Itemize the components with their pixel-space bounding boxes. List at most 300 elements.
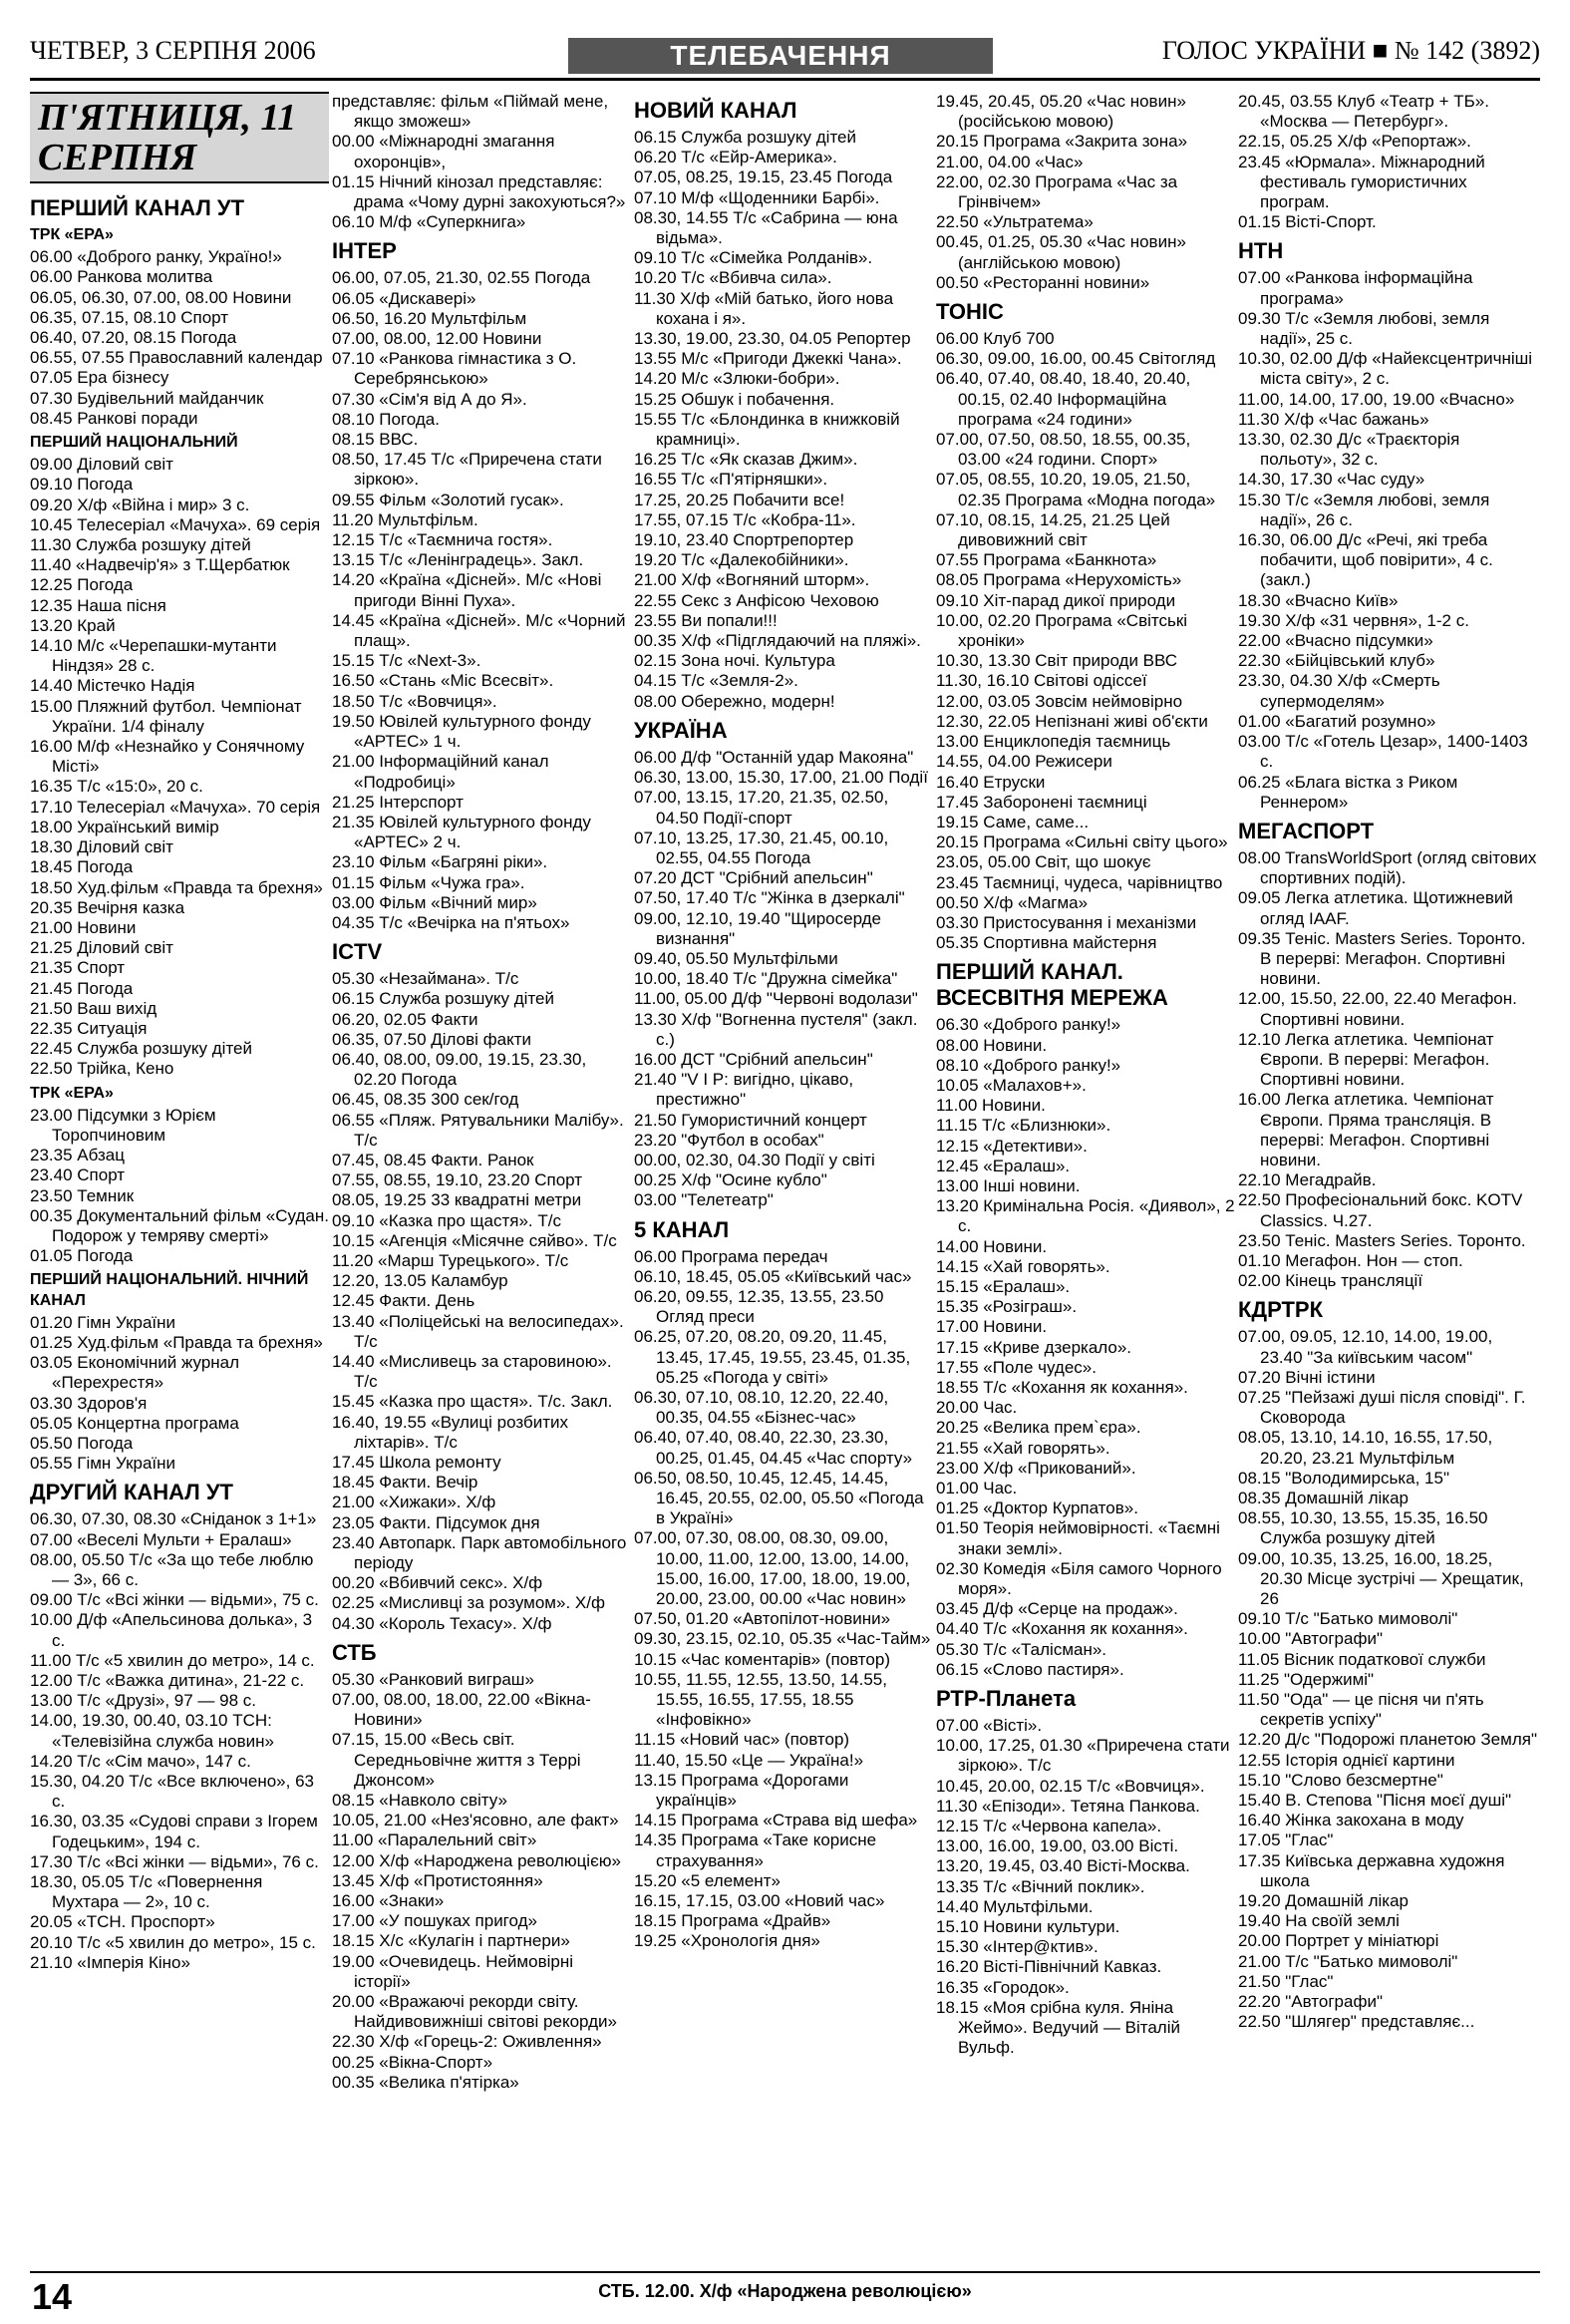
program-entry: 00.35 Х/ф «Підглядаючий на пляжі».: [634, 631, 921, 651]
program-entry: 06.15 Служба розшуку дітей: [332, 989, 554, 1009]
program-entry: 06.40, 07.40, 08.40, 18.40, 20.40, 00.15, 02.40 Інформаційна програма «24 години»: [936, 369, 1191, 429]
program-entry: 12.20 Д/с "Подорожі планетою Земля": [1238, 1730, 1537, 1750]
channel-heading: НТН: [1238, 238, 1284, 264]
program-entry: 15.10 Новини культури.: [936, 1917, 1120, 1937]
section-title: ТЕЛЕБАЧЕННЯ: [568, 38, 993, 74]
page-number: 14: [32, 2276, 73, 2317]
program-entry: 06.00 «Доброго ранку, Україно!»: [30, 247, 282, 267]
program-entry: 08.45 Ранкові поради: [30, 408, 198, 428]
program-entry: 10.00 Д/ф «Апельсинова долька», 3 с.: [30, 1610, 313, 1650]
program-entry: 07.20 Вічні істини: [1238, 1367, 1376, 1387]
program-entry: 06.55 «Пляж. Рятувальники Малібу». Т/с: [332, 1110, 624, 1150]
program-entry: 07.00, 09.05, 12.10, 14.00, 19.00, 23.40 "За київським часом": [1238, 1327, 1493, 1367]
program-entry: представляє: фільм «Піймай мене, якщо зможеш»: [332, 92, 609, 132]
program-entry: 22.55 Секс з Анфісою Чеховою: [634, 590, 879, 610]
program-entry: 13.00 Енциклопедія таємниць: [936, 732, 1171, 752]
program-entry: 11.15 Т/с «Близнюки».: [936, 1116, 1111, 1136]
channel-heading: НОВИЙ КАНАЛ: [634, 98, 797, 123]
channel-heading: УКРАЇНА: [634, 717, 728, 743]
column-4: [936, 92, 1235, 2245]
program-entry: 22.50 "Шлягер" представляє...: [1238, 2012, 1475, 2032]
program-entry: 06.10, 18.45, 05.05 «Київський час»: [634, 1266, 912, 1286]
program-entry: 06.35, 07.15, 08.10 Спорт: [30, 307, 229, 327]
channel-subheading: ПЕРШИЙ НАЦІОНАЛЬНИЙ. НІЧНИЙ КАНАЛ: [30, 1271, 309, 1309]
program-entry: 19.20 Т/с «Далекобійники».: [634, 550, 849, 570]
footer-note: СТБ. 12.00. Х/ф «Народжена революцією»: [598, 2281, 972, 2301]
program-entry: 06.00 Клуб 700: [936, 329, 1055, 349]
program-entry: 08.00 Новини.: [936, 1035, 1048, 1055]
program-entry: 06.30, 09.00, 16.00, 00.45 Світогляд: [936, 349, 1216, 369]
program-entry: 22.10 Мегадрайв.: [1238, 1170, 1377, 1190]
program-entry: 16.35 «Городок».: [936, 1977, 1070, 1997]
program-entry: 01.10 Мегафон. Нон — стоп.: [1238, 1250, 1463, 1270]
program-entry: 21.50 "Глас": [1238, 1971, 1334, 1991]
program-entry: 21.35 Спорт: [30, 958, 126, 978]
program-entry: 17.30 Т/с «Всі жінки — відьми», 76 с.: [30, 1851, 319, 1871]
program-entry: 17.25, 20.25 Побачити все!: [634, 490, 845, 509]
program-entry: 10.30, 02.00 Д/ф «Найексцентричніші міста світу», 2 с.: [1238, 349, 1533, 389]
program-entry: 06.30 «Доброго ранку!»: [936, 1015, 1121, 1035]
program-entry: 13.35 Т/с «Вічний поклик».: [936, 1876, 1145, 1896]
program-entry: 18.15 Програма «Драйв»: [634, 1911, 831, 1931]
program-entry: 22.30 Х/ф «Горець-2: Оживлення»: [332, 2032, 602, 2052]
program-entry: 08.10 «Доброго ранку!»: [936, 1055, 1121, 1075]
program-entry: 03.45 Д/ф «Серце на продаж».: [936, 1599, 1178, 1619]
program-entry: 20.15 Програма «Закрита зона»: [936, 132, 1188, 152]
program-entry: 07.10 М/ф «Щоденники Барбі».: [634, 187, 880, 207]
program-entry: 11.25 "Одержимі": [1238, 1669, 1375, 1689]
program-entry: 12.25 Погода: [30, 575, 134, 595]
program-entry: 18.50 Т/с «Вовчиця».: [332, 691, 497, 711]
program-entry: 00.50 Х/ф «Магма»: [936, 892, 1089, 912]
program-entry: 23.05, 05.00 Світ, що шокує: [936, 852, 1151, 872]
issue-date: ЧЕТВЕР, 3 СЕРПНЯ 2006: [30, 36, 316, 65]
program-entry: 16.35 Т/с «15:0», 20 с.: [30, 777, 203, 797]
program-entry: 15.35 «Розіграш».: [936, 1297, 1078, 1317]
program-entry: 21.45 Погода: [30, 978, 134, 998]
program-entry: 16.40, 19.55 «Вулиці розбитих ліхтарів». Т/с: [332, 1412, 568, 1452]
program-entry: 19.15 Саме, саме...: [936, 812, 1090, 831]
program-entry: 01.00 Час.: [936, 1479, 1018, 1497]
program-entry: 13.00, 16.00, 19.00, 03.00 Вісті.: [936, 1836, 1179, 1856]
program-entry: 01.25 Худ.фільм «Правда та брехня»: [30, 1332, 323, 1352]
program-entry: 10.45 Телесеріал «Мачуха». 69 серія: [30, 514, 321, 534]
program-entry: 11.00 Т/с «5 хвилин до метро», 14 с.: [30, 1650, 315, 1670]
program-entry: 16.00 «Знаки»: [332, 1891, 445, 1911]
program-entry: 11.30, 16.10 Світові одіссеї: [936, 671, 1147, 691]
program-entry: 09.35 Теніс. Masters Series. Торонто. В перерві: Мегафон. Спортивні новини.: [1238, 928, 1526, 989]
program-entry: 12.35 Наша пісня: [30, 595, 166, 615]
program-entry: 02.00 Кінець трансляції: [1238, 1271, 1423, 1291]
program-entry: 06.00, 07.05, 21.30, 02.55 Погода: [332, 268, 591, 288]
program-entry: 18.50 Худ.фільм «Правда та брехня»: [30, 877, 323, 897]
program-entry: 07.50, 17.40 Т/с "Жінка в дзеркалі": [634, 888, 905, 908]
program-entry: 08.00 TransWorldSport (огляд світових спортивних подій).: [1238, 847, 1537, 888]
program-entry: 07.00 «Веселі Мульти + Ералаш»: [30, 1529, 292, 1549]
program-entry: 23.35 Абзац: [30, 1146, 125, 1165]
program-entry: 18.45 Факти. Вечір: [332, 1473, 478, 1493]
program-entry: 21.50 Ваш вихід: [30, 998, 157, 1018]
program-entry: 07.25 "Пейзажі душі після сповіді". Г. Сковорода: [1238, 1387, 1526, 1428]
program-entry: 15.20 «5 елемент»: [634, 1870, 781, 1890]
program-entry: 11.20 Мультфільм.: [332, 509, 478, 529]
program-entry: 09.00, 12.10, 19.40 "Щиросерде визнання": [634, 908, 882, 948]
program-entry: 06.15 Служба розшуку дітей: [634, 128, 856, 147]
program-entry: 11.20 «Марш Турецького». Т/с: [332, 1250, 569, 1270]
program-entry: 16.55 Т/с «П'ятірняшки».: [634, 470, 828, 490]
program-entry: 03.30 Здоров'я: [30, 1393, 148, 1413]
program-entry: 01.50 Теорія неймовірності. «Таємні знаки землі».: [936, 1518, 1220, 1558]
program-entry: 18.30, 05.05 Т/с «Повернення Мухтара — 2», 10 с.: [30, 1872, 263, 1912]
program-entry: 21.00 Новини: [30, 917, 137, 937]
program-entry: 15.15 «Ералаш».: [936, 1276, 1071, 1296]
program-entry: 07.00, 07.50, 08.50, 18.55, 00.35, 03.00 «24 години. Спорт»: [936, 430, 1191, 470]
program-entry: 14.35 Програма «Таке корисне страхування»: [634, 1830, 877, 1870]
program-entry: 06.40, 08.00, 09.00, 19.15, 23.30, 02.20 Погода: [332, 1049, 587, 1090]
program-entry: 13.55 М/с «Пригоди Джеккі Чана».: [634, 349, 902, 369]
program-entry: 08.35 Домашній лікар: [1238, 1489, 1410, 1507]
program-entry: 06.40, 07.40, 08.40, 22.30, 23.30, 00.25, 01.45, 04.45 «Час спорту»: [634, 1428, 913, 1468]
program-entry: 10.00 "Автографи": [1238, 1629, 1383, 1649]
program-entry: 21.00 Т/с "Батько мимоволі": [1238, 1951, 1458, 1971]
program-entry: 09.00 Т/с «Всі жінки — відьми», 75 с.: [30, 1590, 319, 1610]
program-entry: 14.20 «Країна «Дісней». М/с «Нові пригоди Вінні Пуха».: [332, 570, 602, 610]
program-entry: 11.00, 05.00 Д/ф "Червоні водолази": [634, 989, 918, 1009]
program-entry: 17.15 «Криве дзеркало».: [936, 1337, 1132, 1357]
program-entry: 17.55 «Поле чудес».: [936, 1357, 1097, 1377]
program-entry: 20.00 «Вражаючі рекорди світу. Найдивовижніші світові рекорди»: [332, 1992, 617, 2032]
program-entry: 19.10, 23.40 Спортрепортер: [634, 530, 854, 550]
program-entry: 08.15 «Навколо світу»: [332, 1791, 507, 1811]
program-entry: 01.15 Фільм «Чужа гра».: [332, 872, 525, 892]
footer-rule: [30, 2271, 1540, 2273]
program-entry: 06.45, 08.35 300 сек/год: [332, 1090, 519, 1110]
program-entry: 14.20 Т/с «Сім мачо», 147 с.: [30, 1751, 251, 1771]
program-entry: 17.00 Новини.: [936, 1317, 1048, 1337]
program-entry: 13.20 Край: [30, 615, 116, 635]
program-entry: 06.25, 07.20, 08.20, 09.20, 11.45, 13.45, 17.45, 19.55, 23.45, 01.35, 05.25 «Погода у світі»: [634, 1327, 911, 1387]
program-entry: 06.15 «Слово пастиря».: [936, 1659, 1124, 1679]
column-5: [1238, 92, 1537, 2245]
program-entry: 03.00 "Телетеатр": [634, 1190, 774, 1210]
program-entry: 20.45, 03.55 Клуб «Театр + ТБ». «Москва — Петербург».: [1238, 92, 1489, 132]
program-entry: 14.55, 04.00 Режисери: [936, 752, 1112, 772]
program-entry: 14.45 «Країна «Дісней». М/с «Чорний плащ».: [332, 610, 626, 651]
program-entry: 06.20 Т/с «Ейр-Америка».: [634, 148, 837, 167]
program-entry: 05.50 Погода: [30, 1433, 134, 1453]
program-entry: 17.35 Київська державна художня школа: [1238, 1850, 1505, 1890]
program-entry: 12.00 Т/с «Важка дитина», 21-22 с.: [30, 1671, 305, 1691]
program-entry: 15.45 «Казка про щастя». Т/с. Закл.: [332, 1392, 613, 1412]
program-entry: 03.00 Т/с «Готель Цезар», 1400-1403 с.: [1238, 732, 1528, 772]
program-entry: 09.55 Фільм «Золотий гусак».: [332, 490, 564, 509]
channel-subheading: ПЕРШИЙ НАЦІОНАЛЬНИЙ: [30, 434, 238, 452]
program-entry: 07.05 Ера бізнесу: [30, 368, 169, 388]
program-entry: 17.00 «У пошуках пригод»: [332, 1911, 537, 1931]
program-entry: 16.15, 17.15, 03.00 «Новий час»: [634, 1891, 885, 1911]
program-entry: 07.10, 08.15, 14.25, 21.25 Цей дивовижний світ: [936, 509, 1170, 550]
program-entry: 20.00 Час.: [936, 1398, 1018, 1418]
program-entry: 23.50 Теніс. Masters Series. Торонто.: [1238, 1230, 1526, 1250]
program-entry: 18.45 Погода: [30, 857, 134, 877]
program-entry: 06.35, 07.50 Ділові факти: [332, 1029, 531, 1049]
program-entry: 09.00 Діловий світ: [30, 455, 173, 475]
program-entry: 18.00 Український вимір: [30, 817, 219, 836]
program-entry: 23.40 Спорт: [30, 1165, 126, 1185]
program-entry: 10.05 «Малахов+».: [936, 1075, 1087, 1095]
program-entry: 08.05, 19.25 33 квадратні метри: [332, 1190, 582, 1210]
program-entry: 22.00 «Вчасно підсумки»: [1238, 631, 1433, 651]
program-entry: 22.50 «Ультратема»: [936, 212, 1094, 232]
program-entry: 05.30 «Ранковий виграш»: [332, 1669, 534, 1689]
column-1: [30, 92, 329, 2245]
program-entry: 11.00, 14.00, 17.00, 19.00 «Вчасно»: [1238, 389, 1515, 409]
program-entry: 16.40 Етруски: [936, 772, 1046, 792]
program-entry: 11.40, 15.50 «Це — Україна!»: [634, 1750, 864, 1770]
program-entry: 08.00, 05.50 Т/с «За що тебе люблю — 3», 66 с.: [30, 1549, 314, 1589]
program-entry: 14.00 Новини.: [936, 1236, 1048, 1256]
program-entry: 23.55 Ви попали!!!: [634, 610, 778, 630]
program-entry: 13.15 Програма «Дорогами українців»: [634, 1770, 849, 1811]
program-entry: 21.00, 04.00 «Час»: [936, 152, 1084, 171]
program-entry: 11.05 Вісник податкової служби: [1238, 1649, 1486, 1669]
program-entry: 11.30 Служба розшуку дітей: [30, 535, 251, 555]
program-entry: 01.15 Нічний кінозал представляє: драма «Чому дурні закохуються?»: [332, 171, 626, 212]
program-entry: 17.45 Заборонені таємниці: [936, 792, 1147, 812]
program-entry: 20.05 «ТСН. Проспорт»: [30, 1912, 215, 1932]
program-entry: 13.30, 02.30 Д/с «Траєкторія польоту», 32 с.: [1238, 430, 1460, 470]
channel-heading: ICTV: [332, 939, 383, 965]
program-entry: 14.10 М/с «Черепашки-мутанти Ніндзя» 28 с.: [30, 636, 277, 676]
program-entry: 21.35 Ювілей культурного фонду «АРТЕС» 2 ч.: [332, 812, 591, 852]
program-entry: 12.15 Т/с «Таємнича гостя».: [332, 530, 553, 550]
program-entry: 09.10 Т/с "Батько мимоволі": [1238, 1609, 1458, 1629]
program-entry: 07.00 «Вісті».: [936, 1716, 1043, 1736]
program-entry: 15.55 Т/с «Блондинка в книжковій крамниці».: [634, 409, 900, 450]
program-entry: 16.25 Т/с «Як сказав Джим».: [634, 450, 858, 470]
program-entry: 07.10, 13.25, 17.30, 21.45, 00.10, 02.55, 04.55 Погода: [634, 828, 889, 867]
program-entry: 07.15, 15.00 «Весь світ. Середньовічне життя з Террі Джонсом»: [332, 1730, 581, 1790]
program-entry: 23.05 Факти. Підсумок дня: [332, 1512, 540, 1532]
program-entry: 13.00 Інші новини.: [936, 1175, 1081, 1195]
program-entry: 15.30 Т/с «Земля любові, земля надії», 26 с.: [1238, 490, 1490, 529]
program-entry: 13.20, 19.45, 03.40 Вісті-Москва.: [936, 1856, 1190, 1876]
program-entry: 12.00, 03.05 Зовсім неймовірно: [936, 691, 1183, 711]
program-entry: 01.20 Гімн України: [30, 1312, 176, 1332]
program-entry: 19.45, 20.45, 05.20 «Час новин» (російською мовою): [936, 92, 1186, 132]
program-entry: 20.25 «Велика прем`єра».: [936, 1418, 1141, 1438]
program-entry: 12.15 «Детективи».: [936, 1136, 1088, 1156]
program-entry: 15.15 Т/с «Next-3».: [332, 651, 481, 671]
program-entry: 22.45 Служба розшуку дітей: [30, 1039, 252, 1059]
program-entry: 07.55 Програма «Банкнота»: [936, 550, 1157, 570]
program-entry: 16.50 «Стань «Міс Всесвіт».: [332, 671, 554, 691]
program-entry: 00.00, 02.30, 04.30 Події у світі: [634, 1150, 875, 1169]
program-entry: 07.55, 08.55, 19.10, 23.20 Спорт: [332, 1170, 583, 1190]
program-entry: 04.30 «Король Техасу». Х/ф: [332, 1613, 552, 1633]
program-entry: 02.30 Комедія «Біля самого Чорного моря».: [936, 1558, 1222, 1599]
program-entry: 05.30 Т/с «Талісман».: [936, 1639, 1107, 1659]
program-entry: 16.20 Вісті-Північний Кавказ.: [936, 1957, 1162, 1977]
program-entry: 17.45 Школа ремонту: [332, 1453, 501, 1472]
program-entry: 05.55 Гімн України: [30, 1454, 176, 1474]
program-entry: 00.20 «Вбивчий секс». Х/ф: [332, 1573, 543, 1593]
column-2: [332, 92, 631, 2245]
program-entry: 10.00, 17.25, 01.30 «Приречена стати зіркою». Т/с: [936, 1736, 1230, 1776]
program-entry: 18.30 Діловий світ: [30, 837, 173, 857]
program-entry: 07.45, 08.45 Факти. Ранок: [332, 1150, 534, 1169]
program-entry: 04.35 Т/с «Вечірка на п'ятьох»: [332, 912, 570, 932]
program-entry: 01.00 «Багатий розумно»: [1238, 711, 1436, 731]
program-entry: 10.55, 11.55, 12.55, 13.50, 14.55, 15.55, 16.55, 17.55, 18.55 «Інфовікно»: [634, 1669, 887, 1730]
column-3: [634, 92, 933, 2245]
program-entry: 19.40 На своїй землі: [1238, 1911, 1400, 1931]
program-entry: 08.15 ВВС.: [332, 430, 419, 450]
program-entry: 10.00, 18.40 Т/с "Дружна сімейка": [634, 969, 898, 989]
program-entry: 16.40 Жінка закохана в моду: [1238, 1811, 1464, 1830]
program-entry: 07.05, 08.25, 19.15, 23.45 Погода: [634, 167, 893, 187]
program-entry: 19.50 Ювілей культурного фонду «АРТЕС» 1 ч.: [332, 711, 591, 752]
program-entry: 21.25 Інтерспорт: [332, 792, 464, 812]
channel-heading: ІНТЕР: [332, 238, 397, 264]
program-entry: 10.30, 13.30 Світ природи ВВС: [936, 651, 1178, 671]
program-entry: 07.00, 13.15, 17.20, 21.35, 02.50, 04.50 Події-спорт: [634, 788, 889, 828]
channel-subheading: ТРК «ЕРА»: [30, 1084, 114, 1102]
program-entry: 15.30, 04.20 Т/с «Все включено», 63 с.: [30, 1772, 314, 1812]
program-entry: 23.20 "Футбол в особах": [634, 1130, 824, 1150]
program-entry: 06.05 «Дискавері»: [332, 288, 476, 308]
channel-heading: 5 КАНАЛ: [634, 1216, 730, 1242]
program-entry: 23.50 Темник: [30, 1185, 135, 1205]
program-entry: 09.20 Х/ф «Війна і мир» 3 с.: [30, 495, 250, 514]
program-entry: 23.30, 04.30 Х/ф «Смерть супермоделям»: [1238, 671, 1440, 711]
program-entry: 01.25 «Доктор Курпатов».: [936, 1498, 1138, 1518]
program-entry: 06.40, 07.20, 08.15 Погода: [30, 328, 237, 348]
program-entry: 09.40, 05.50 Мультфільми: [634, 948, 838, 968]
program-entry: 13.30 Х/ф "Вогненна пустеля" (закл. с.): [634, 1009, 918, 1049]
program-entry: 15.25 Обшук і побачення.: [634, 389, 835, 409]
program-entry: 19.20 Домашній лікар: [1238, 1891, 1410, 1911]
program-entry: 21.00 Інформаційний канал «Подробиці»: [332, 752, 549, 792]
program-entry: 12.55 Історія однієї картини: [1238, 1750, 1455, 1770]
program-entry: 12.00, 15.50, 22.00, 22.40 Мегафон. Спортивні новини.: [1238, 989, 1517, 1029]
program-entry: 09.00, 10.35, 13.25, 16.00, 18.25, 20.30 Місце зустрічі — Хрещатик, 26: [1238, 1548, 1524, 1609]
program-entry: 23.45 «Юрмала». Міжнародний фестиваль гумористичних програм.: [1238, 152, 1485, 212]
program-entry: 06.00 Д/ф "Останній удар Макояна": [634, 747, 914, 767]
program-entry: 22.00, 02.30 Програма «Час за Грінвічем»: [936, 171, 1178, 212]
header-rule: [30, 78, 1540, 81]
program-entry: 00.00 «Міжнародні змагання охоронців»,: [332, 132, 555, 171]
program-entry: 08.50, 17.45 Т/с «Приречена стати зіркою».: [332, 450, 602, 490]
program-entry: 16.00 ДСТ "Срібний апельсин": [634, 1049, 873, 1069]
program-entry: 21.40 "V I P: вигідно, цікаво, престижно": [634, 1070, 854, 1110]
program-entry: 10.00, 02.20 Програма «Світські хроніки»: [936, 610, 1188, 651]
channel-heading: КДРТРК: [1238, 1297, 1324, 1323]
program-entry: 19.00 «Очевидець. Неймовірні історії»: [332, 1951, 573, 1991]
program-entry: 11.15 «Новий час» (повтор): [634, 1730, 850, 1750]
program-entry: 20.10 Т/с «5 хвилин до метро», 15 с.: [30, 1932, 316, 1952]
program-entry: 05.30 «Незаймана». Т/с: [332, 969, 519, 989]
program-entry: 08.10 Погода.: [332, 409, 440, 429]
program-entry: 16.30, 03.35 «Судові справи з Ігорем Годецьким», 194 с.: [30, 1812, 318, 1851]
program-entry: 19.30 Х/ф «31 червня», 1-2 с.: [1238, 610, 1469, 630]
program-entry: 17.05 "Глас": [1238, 1830, 1334, 1850]
program-entry: 01.15 Вісті-Спорт.: [1238, 212, 1377, 232]
program-entry: 21.25 Діловий світ: [30, 938, 173, 958]
program-entry: 06.55, 07.55 Православний календар: [30, 348, 323, 368]
program-entry: 06.25 «Блага вістка з Риком Реннером»: [1238, 772, 1458, 812]
program-entry: 12.00 Х/ф «Народжена революцією»: [332, 1850, 621, 1870]
program-entry: 09.10 Хіт-парад дикої природи: [936, 590, 1176, 610]
program-entry: 22.35 Ситуація: [30, 1018, 148, 1038]
program-entry: 23.00 Х/ф «Прикований».: [936, 1458, 1136, 1478]
program-entry: 10.05, 21.00 «Нез'ясовно, але факт»: [332, 1811, 619, 1830]
tv-listings: [30, 92, 1540, 2245]
program-entry: 07.30 Будівельний майданчик: [30, 388, 264, 408]
program-entry: 03.00 Фільм «Вічний мир»: [332, 892, 537, 912]
program-entry: 11.40 «Надвечір'я» з Т.Щербатюк: [30, 555, 290, 575]
program-entry: 08.05 Програма «Нерухомість»: [936, 570, 1182, 590]
program-entry: 14.30, 17.30 «Час суду»: [1238, 470, 1425, 490]
channel-heading: ПЕРШИЙ КАНАЛ УТ: [30, 195, 245, 220]
program-entry: 12.45 «Ералаш».: [936, 1156, 1071, 1175]
program-entry: 02.25 «Мисливці за розумом». Х/ф: [332, 1593, 605, 1613]
program-entry: 23.00 Підсумки з Юрієм Торопчиновим: [30, 1105, 216, 1145]
program-entry: 14.40 Мультфільми.: [936, 1896, 1094, 1916]
program-entry: 16.00 М/ф «Незнайко у Сонячному Місті»: [30, 737, 305, 777]
program-entry: 12.20, 13.05 Каламбур: [332, 1271, 508, 1291]
program-entry: 12.45 Факти. День: [332, 1291, 475, 1311]
channel-heading: СТБ: [332, 1639, 377, 1665]
program-entry: 10.45, 20.00, 02.15 Т/с «Вовчиця».: [936, 1776, 1205, 1796]
program-entry: 06.00 Програма передач: [634, 1246, 828, 1266]
program-entry: 13.20 Кримінальна Росія. «Диявол», 2 с.: [936, 1196, 1235, 1236]
program-entry: 01.05 Погода: [30, 1246, 134, 1266]
program-entry: 03.05 Економічний журнал «Перехрестя»: [30, 1353, 240, 1393]
channel-heading: ДРУГИЙ КАНАЛ УТ: [30, 1480, 233, 1505]
program-entry: 08.30, 14.55 Т/с «Сабрина — юна відьма».: [634, 207, 898, 248]
program-entry: 18.15 «Моя срібна куля. Яніна Жеймо». Ведучий — Віталій Вульф.: [936, 1997, 1180, 2058]
program-entry: 09.30, 23.15, 02.10, 05.35 «Час-Тайм»: [634, 1629, 931, 1649]
program-entry: 16.00 Легка атлетика. Чемпіонат Європи. Пряма трансляція. В перерві: Мегафон. Спортивні новини.: [1238, 1090, 1494, 1169]
program-entry: 15.10 "Слово безсмертне": [1238, 1770, 1443, 1790]
program-entry: 07.05, 08.55, 10.20, 19.05, 21.50, 02.35 Програма «Модна погода»: [936, 470, 1216, 509]
program-entry: 06.30, 07.10, 08.10, 12.20, 22.40, 00.35, 04.55 «Бізнес-час»: [634, 1387, 889, 1428]
program-entry: 13.45 Х/ф «Протистояння»: [332, 1870, 543, 1890]
program-entry: 17.55, 07.15 Т/с «Кобра-11».: [634, 509, 856, 529]
program-entry: 09.10 Погода: [30, 475, 134, 495]
program-entry: 05.35 Спортивна майстерня: [936, 933, 1157, 953]
program-entry: 14.00, 19.30, 00.40, 03.10 ТСН: «Телевізійна служба новин»: [30, 1711, 275, 1751]
program-entry: 11.30 Х/ф «Час бажань»: [1238, 409, 1429, 429]
program-entry: 05.05 Концертна програма: [30, 1413, 239, 1433]
program-entry: 18.30 «Вчасно Київ»: [1238, 590, 1399, 610]
program-entry: 12.30, 22.05 Непізнані живі об'єкти: [936, 711, 1208, 731]
program-entry: 06.10 М/ф «Суперкнига»: [332, 212, 526, 232]
program-entry: 06.50, 08.50, 10.45, 12.45, 14.45, 16.45, 20.55, 02.00, 05.50 «Погода в Україні»: [634, 1468, 924, 1528]
program-entry: 11.30 Х/ф «Мій батько, його нова кохана і я».: [634, 288, 894, 328]
newspaper-name: ГОЛОС УКРАЇНИ ■ № 142 (3892): [1161, 36, 1540, 65]
program-entry: 06.30, 07.30, 08.30 «Сніданок з 1+1»: [30, 1509, 317, 1529]
program-entry: 14.15 «Хай говорять».: [936, 1256, 1110, 1276]
program-entry: 07.10 «Ранкова гімнастика з О. Серебрянською»: [332, 349, 577, 389]
program-entry: 00.50 «Ресторанні новини»: [936, 272, 1150, 292]
program-entry: 18.15 Х/с «Кулагін і партнери»: [332, 1931, 570, 1951]
program-entry: 19.25 «Хронологія дня»: [634, 1931, 820, 1951]
program-entry: 22.50 Професіональний бокс. KOTV Classics. Ч.27.: [1238, 1190, 1523, 1230]
program-entry: 21.00 «Хижаки». Х/ф: [332, 1493, 496, 1512]
program-entry: 21.10 «Імперія Кіно»: [30, 1952, 190, 1972]
